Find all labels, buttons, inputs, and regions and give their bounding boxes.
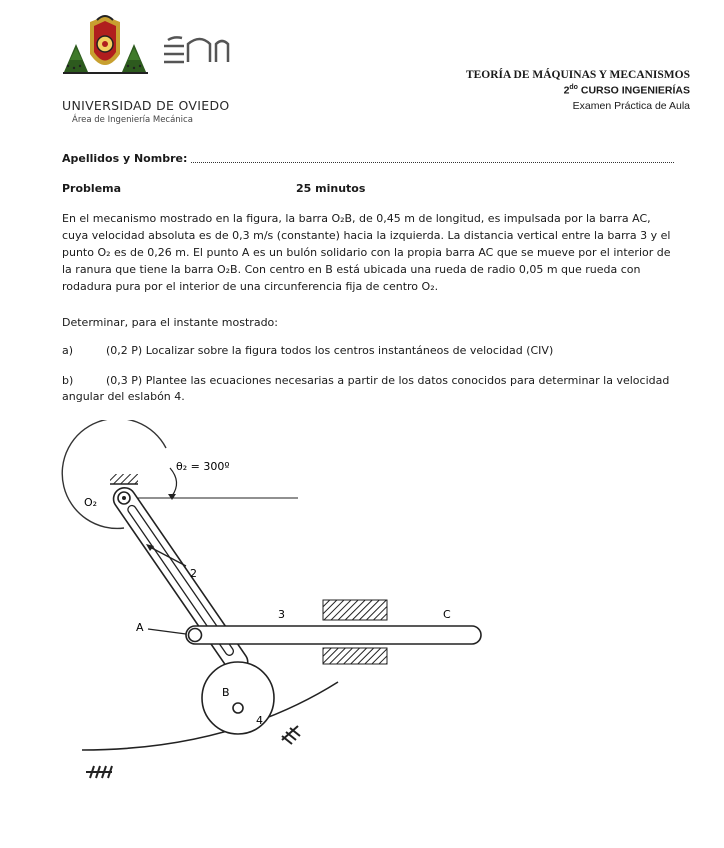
pin-a (189, 629, 202, 642)
statement-text: En el mecanismo mostrado en la figura, la barra O₂B, de 0,45 m de longitud, es impulsada por la barra AC, cuya velocidad absoluta es de 0,3 m/s (constante) hacia la izquierda. La distancia vertical entre la barra 3 y el punto O₂ es de 0,26 m. El punto A es un bulón solidario con la propia barra AC que se mueve por el interior de la ranura que tiene la barra O₂B. Con centro en B está ubicada una rueda de radio 0,05 m que rueda con rodadura pura por el interior de una circunferencia fija de centro O₂. (62, 212, 671, 293)
exam-type: Examen Práctica de Aula (572, 100, 690, 112)
ground-hatch-o2 (110, 474, 138, 484)
item-tag: a) (62, 344, 74, 357)
problem-time: 25 minutos (296, 182, 366, 195)
ground-hatch-bottom (86, 766, 112, 778)
a-label: A (136, 621, 144, 634)
course-year-suffix: do (569, 84, 578, 91)
department-name: Área de Ingeniería Mecánica (72, 115, 193, 125)
b-label: B (222, 686, 230, 699)
item-text: (0,2 P) Localizar sobre la figura todos los centros instantáneos de velocidad (CIV) (106, 344, 554, 357)
name-blank-line[interactable] (191, 152, 674, 163)
university-name: UNIVERSIDAD DE OVIEDO (62, 98, 230, 113)
o2-label: O₂ (84, 496, 98, 509)
course-title: TEORÍA DE MÁQUINAS Y MECANISMOS (465, 69, 690, 81)
theta-arrow-icon (168, 494, 176, 500)
item-text: (0,3 P) Plantee las ecuaciones necesarias a partir de los datos conocidos para determinar la velocidad angular del eslabón 4. (62, 374, 670, 403)
problem-statement (62, 210, 677, 295)
link-4-label: 4 (256, 714, 263, 727)
name-label: Apellidos y Nombre: (62, 152, 188, 165)
link-2 (109, 484, 252, 678)
course-year-number: 2 (563, 84, 570, 97)
course-year-text: CURSO INGENIERÍAS (580, 84, 690, 97)
question-item-a (62, 344, 674, 357)
item-tag: b) (62, 374, 74, 387)
theta-label: θ₂ = 300º (176, 460, 230, 473)
link-2-label: 2 (190, 567, 197, 580)
course-year (564, 84, 690, 97)
guide-block-top (323, 600, 387, 620)
link-3-label: 3 (278, 608, 285, 621)
determine-text: Determinar, para el instante mostrado: (62, 316, 278, 329)
c-label: C (443, 608, 451, 621)
bar-3 (186, 626, 481, 644)
guide-block-bottom (323, 648, 387, 664)
problem-label: Problema (62, 182, 122, 195)
crest-icon (90, 16, 120, 65)
a-pointer (148, 629, 186, 634)
question-item-b (62, 373, 674, 405)
name-field-row (62, 152, 674, 165)
pivot-b (233, 703, 243, 713)
wheel-4 (202, 662, 274, 734)
university-logo (60, 14, 235, 84)
ground-hatch-right (282, 726, 300, 744)
mechanism-figure (0, 420, 724, 820)
epi-symbol-icon (164, 37, 228, 62)
